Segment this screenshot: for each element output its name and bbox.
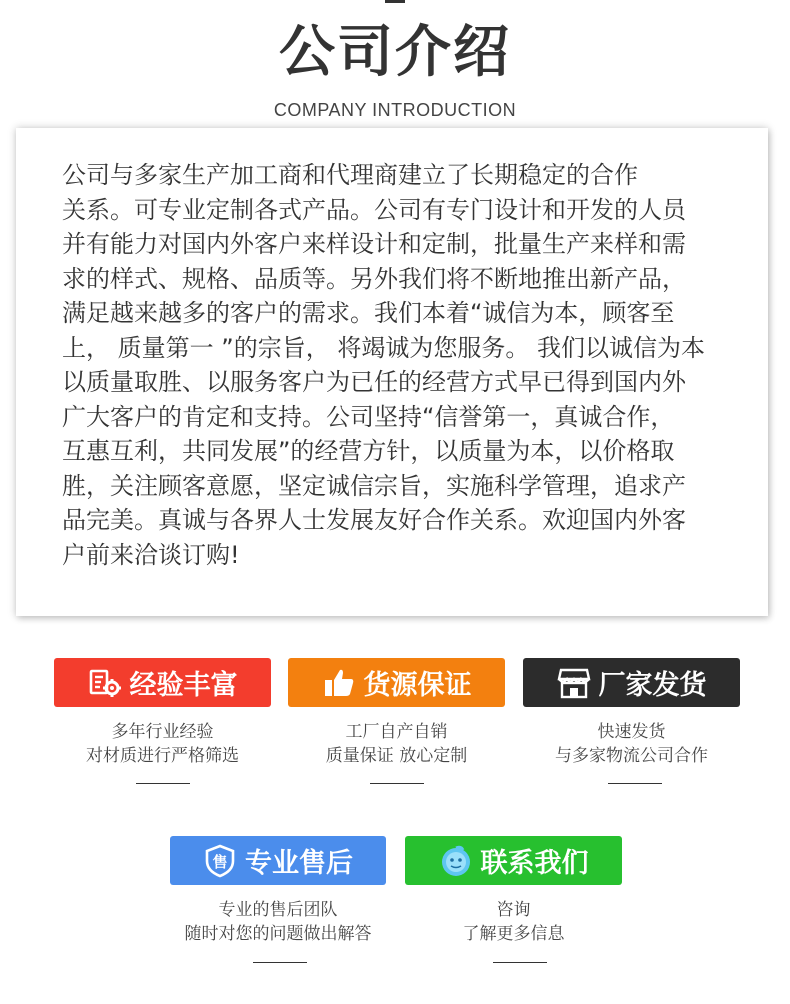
intro-line: 关系。可专业定制各式产品。公司有专门设计和开发的人员 (62, 195, 686, 224)
intro-line: 并有能力对国内外客户来样设计和定制，批量生产来样和需 (62, 230, 686, 258)
shipping-desc (523, 720, 740, 768)
desc-line: 工厂自产自销 (345, 722, 448, 742)
intro-card (16, 128, 768, 616)
experience-desc (54, 720, 271, 768)
chat-bubble-icon (439, 844, 473, 878)
store-icon (557, 666, 591, 700)
experience-badge (54, 658, 271, 707)
after-sales-desc (170, 898, 386, 946)
supply-desc (288, 720, 505, 768)
after-sales-label: 专业售后 (245, 848, 353, 879)
supply-badge (288, 658, 505, 707)
intro-line: 广大客户的肯定和支持。公司坚持“信誉第一，真诚合作， (62, 402, 675, 431)
contact-us-desc (405, 898, 622, 946)
after-sales-shield-icon (203, 844, 237, 878)
desc-line: 多年行业经验 (111, 722, 214, 742)
contact-us-badge[interactable] (405, 836, 622, 885)
contact-us-label: 联系我们 (480, 848, 589, 879)
page-subtitle: COMPANY INTRODUCTION (273, 100, 517, 120)
divider-line (136, 783, 190, 784)
experience-icon (88, 666, 122, 700)
desc-line: 咨询 (496, 900, 531, 920)
intro-line: 以质量取胜、以服务客户为已任的经营方式早已得到国内外 (62, 368, 686, 396)
divider-line (493, 962, 547, 963)
desc-line: 质量保证 放心定制 (325, 746, 468, 766)
top-divider-tick (385, 0, 405, 3)
desc-line: 对材质进行严格筛选 (86, 746, 239, 766)
intro-line: 求的样式、规格、品质等。另外我们将不断地推出新产品， (62, 264, 686, 293)
thumbs-up-icon (322, 666, 356, 700)
divider-line (370, 783, 424, 784)
desc-line: 了解更多信息 (462, 924, 565, 944)
after-sales-badge (170, 836, 386, 885)
desc-line: 与多家物流公司合作 (555, 746, 708, 766)
page-title: 公司介绍 (279, 20, 511, 85)
intro-line: 胜，关注顾客意愿，坚定诚信宗旨，实施科学管理，追求产 (62, 471, 686, 500)
intro-line: 公司与多家生产加工商和代理商建立了长期稳定的合作 (62, 161, 638, 189)
intro-line: 户前来洽谈订购! (62, 540, 240, 569)
intro-line: 满足越来越多的客户的需求。我们本着“诚信为本，顾客至 (62, 299, 675, 327)
desc-line: 专业的售后团队 (218, 900, 338, 920)
intro-line: 互惠互利，共同发展”的经营方针，以质量为本，以价格取 (62, 437, 675, 465)
shipping-label: 厂家发货 (598, 670, 707, 701)
desc-line: 随时对您的问题做出解答 (184, 924, 372, 944)
divider-line (253, 962, 307, 963)
divider-line (608, 783, 662, 784)
shipping-badge (523, 658, 740, 707)
experience-label: 经验丰富 (129, 670, 238, 701)
intro-line: 上， 质量第一 ”的宗旨， 将竭诚为您服务。 我们以诚信为本 (62, 333, 705, 362)
intro-line: 品完美。真诚与各界人士发展友好合作关系。欢迎国内外客 (62, 506, 686, 534)
desc-line: 快速发货 (597, 722, 666, 742)
after-sales-icon-text: 售 (212, 852, 228, 871)
intro-paragraph (62, 158, 734, 572)
supply-label: 货源保证 (363, 670, 472, 701)
